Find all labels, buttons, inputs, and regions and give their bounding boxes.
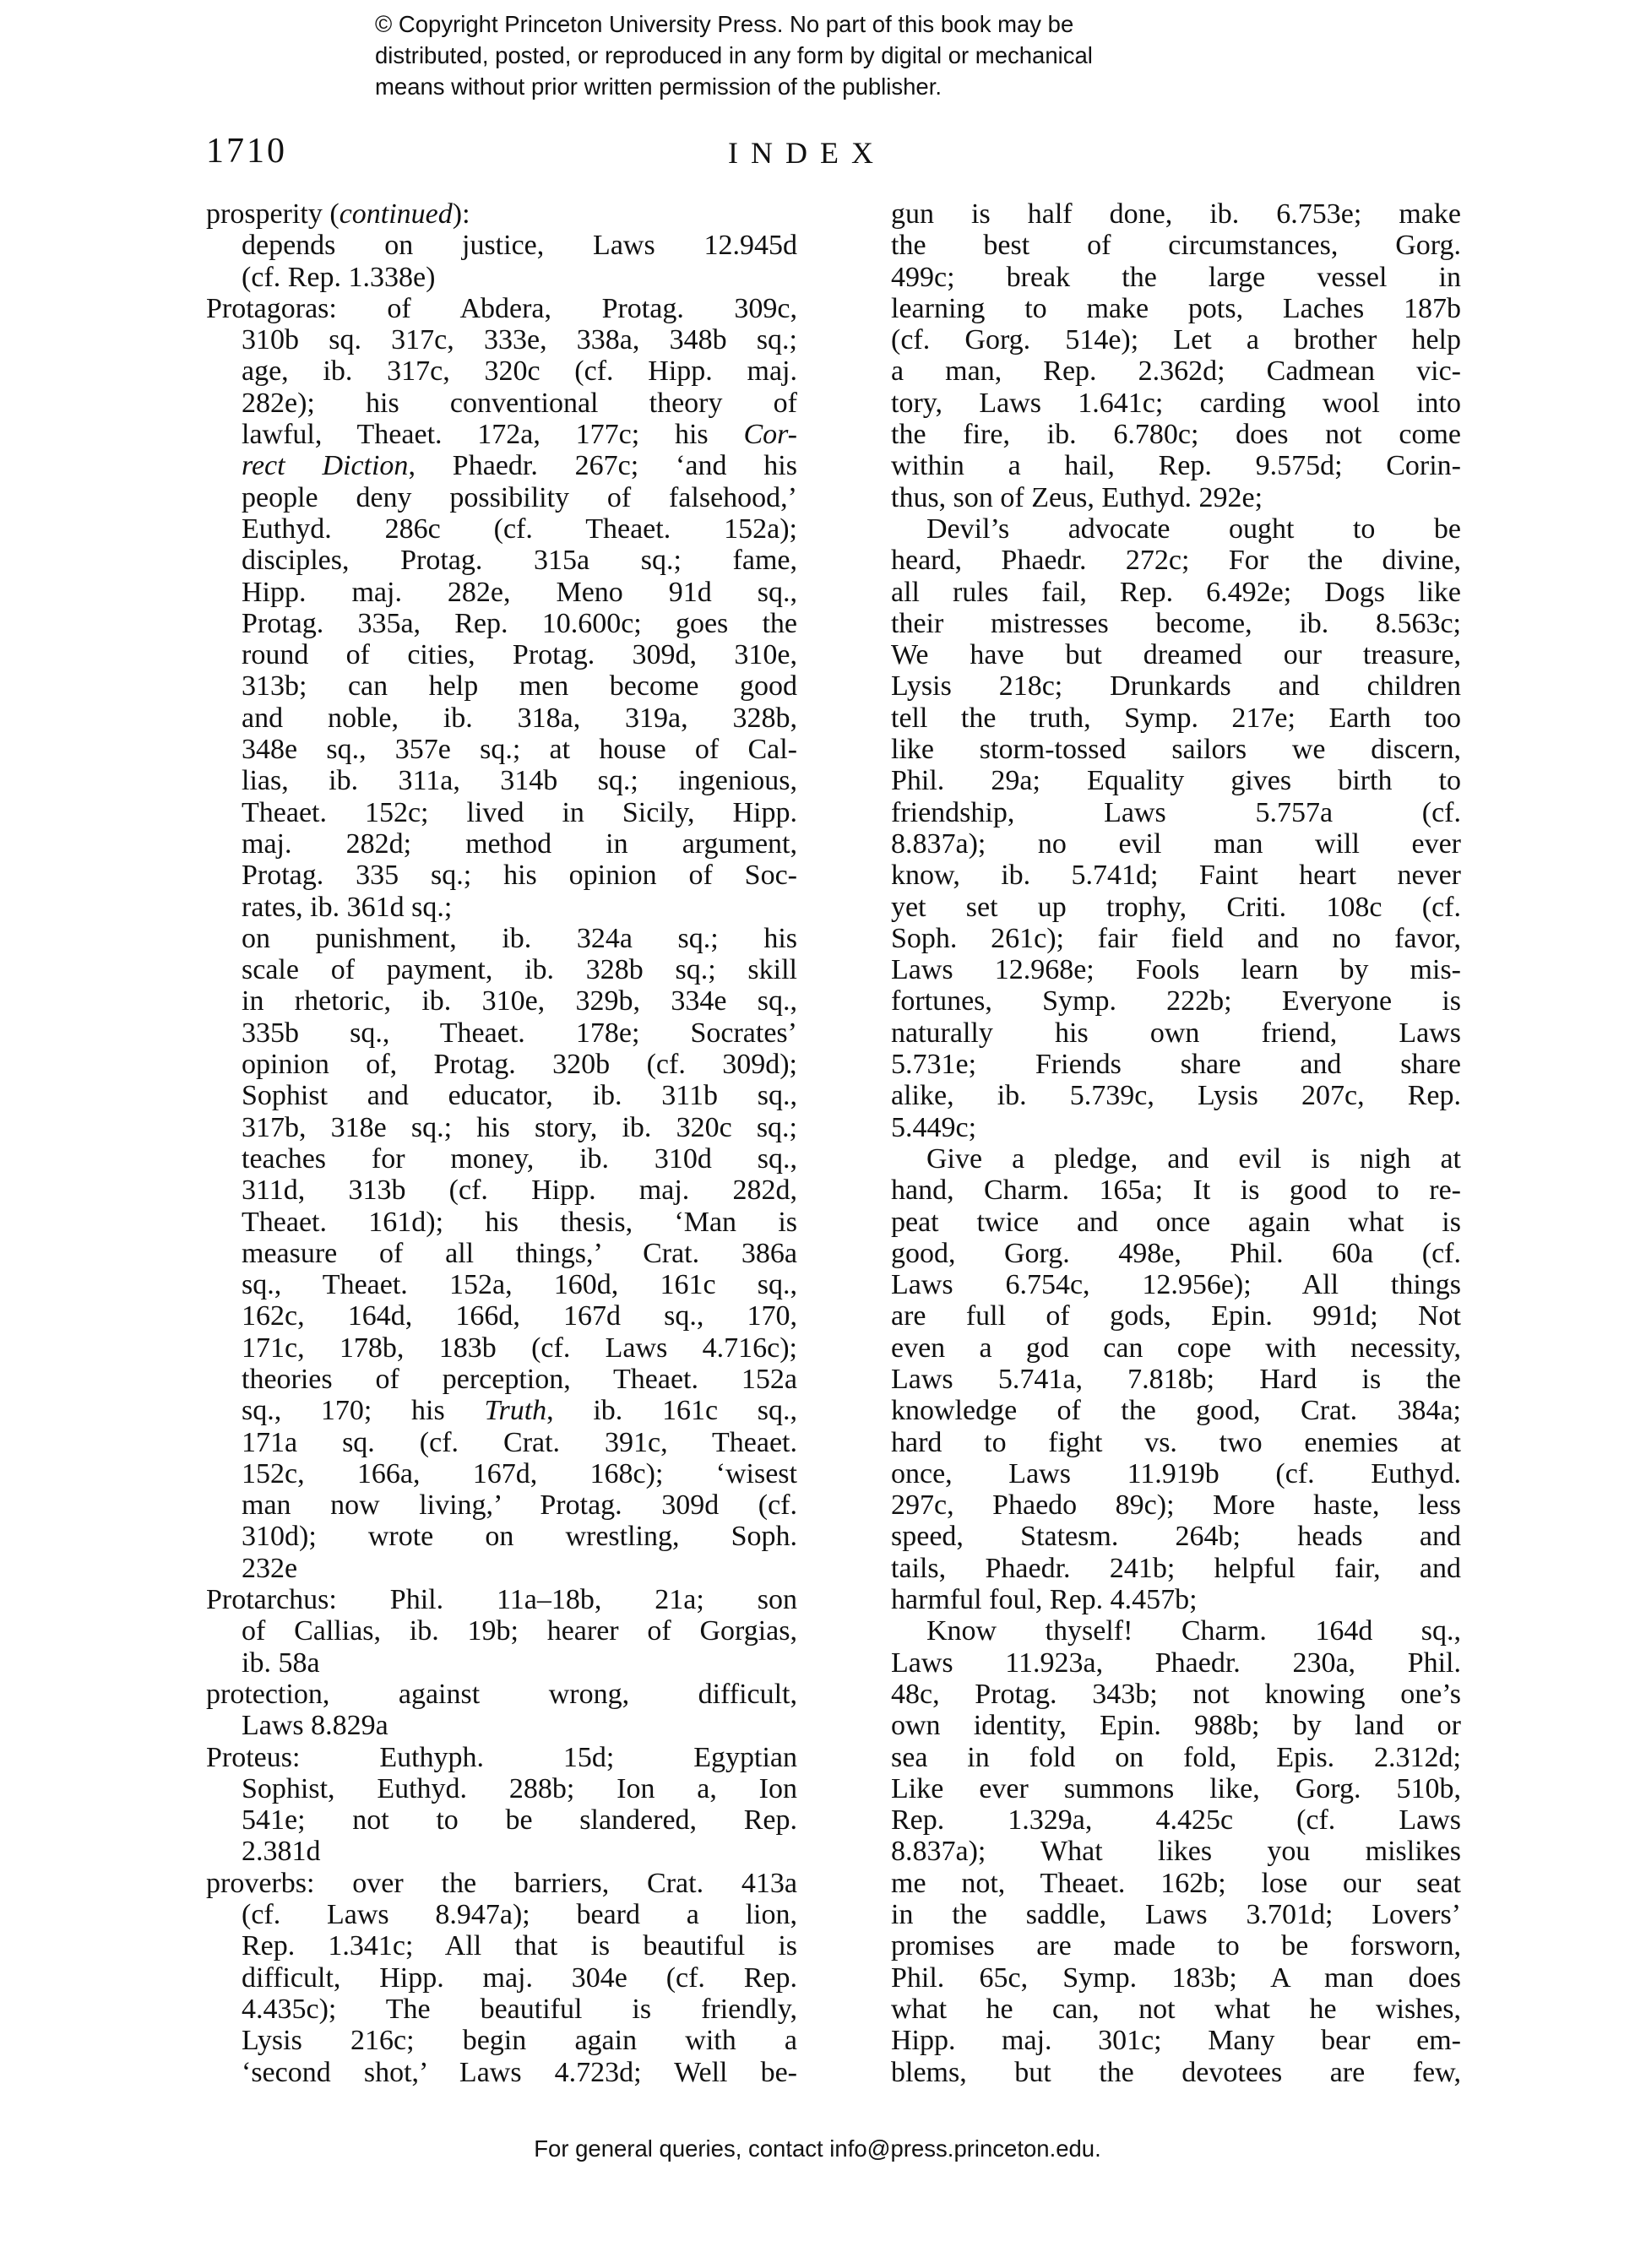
index-line: tails, Phaedr. 241b; helpful fair, and — [891, 1552, 1461, 1584]
index-line: people deny possibility of falsehood,’ — [242, 481, 797, 513]
index-line: like storm-tossed sailors we discern, — [891, 734, 1461, 766]
index-line: sea in fold on fold, Epis. 2.312d; — [891, 1741, 1461, 1773]
index-line: what he can, not what he wishes, — [891, 1993, 1461, 2025]
index-line: (cf. Rep. 1.338e) — [242, 261, 436, 293]
index-column-right — [891, 198, 1461, 2088]
index-line: peat twice and once again what is — [891, 1206, 1461, 1238]
index-line: lias, ib. 311a, 314b sq.; ingenious, — [242, 765, 797, 797]
index-line: (cf. Gorg. 514e); Let a brother help — [891, 324, 1461, 356]
index-line: maj. 282d; method in argument, — [242, 827, 797, 860]
index-line: (cf. Laws 8.947a); beard a lion, — [242, 1899, 797, 1931]
index-line: Protagoras: of Abdera, Protag. 309c, — [206, 292, 797, 324]
index-line: a man, Rep. 2.362d; Cadmean vic- — [891, 355, 1461, 388]
index-line: blems, but the devotees are few, — [891, 2056, 1461, 2088]
index-line: rates, ib. 361d sq.; — [242, 891, 453, 923]
index-line: theories of perception, Theaet. 152a — [242, 1363, 797, 1395]
index-line: ‘second shot,’ Laws 4.723d; Well be- — [242, 2056, 797, 2088]
index-line: Rep. 1.341c; All that is beautiful is — [242, 1930, 797, 1962]
index-line: 5.449c; — [891, 1111, 977, 1143]
index-line: knowledge of the good, Crat. 384a; — [891, 1395, 1461, 1427]
index-line: know, ib. 5.741d; Faint heart never — [891, 860, 1461, 892]
index-line: 541e; not to be slandered, Rep. — [242, 1804, 797, 1837]
index-line: yet set up trophy, Criti. 108c (cf. — [891, 891, 1461, 923]
index-line: Laws 12.968e; Fools learn by mis- — [891, 954, 1461, 986]
index-line: teaches for money, ib. 310d sq., — [242, 1142, 797, 1175]
index-line: opinion of, Protag. 320b (cf. 309d); — [242, 1049, 797, 1081]
index-line: and noble, ib. 318a, 319a, 328b, — [242, 702, 797, 734]
index-line: sq., 170; his Truth, ib. 161c sq., — [242, 1395, 797, 1427]
page-number: 1710 — [206, 132, 287, 171]
index-line: 5.731e; Friends share and share — [891, 1049, 1461, 1081]
index-line: Hipp. maj. 301c; Many bear em- — [891, 2025, 1461, 2057]
index-line: rect Diction, Phaedr. 267c; ‘and his — [242, 450, 797, 482]
index-line: round of cities, Protag. 309d, 310e, — [242, 639, 797, 671]
index-column-left — [206, 198, 797, 2088]
index-line: age, ib. 317c, 320c (cf. Hipp. maj. — [242, 355, 797, 388]
index-line: speed, Statesm. 264b; heads and — [891, 1521, 1461, 1553]
index-line: 348e sq., 357e sq.; at house of Cal- — [242, 734, 797, 766]
copyright-line: means without prior written permission of the publisher. — [375, 73, 942, 100]
index-line: of Callias, ib. 19b; hearer of Gorgias, — [242, 1615, 797, 1647]
index-line: within a hail, Rep. 9.575d; Corin- — [891, 450, 1461, 482]
index-line: harmful foul, Rep. 4.457b; — [891, 1584, 1198, 1616]
index-line: on punishment, ib. 324a sq.; his — [242, 922, 797, 954]
index-line: good, Gorg. 498e, Phil. 60a (cf. — [891, 1237, 1461, 1269]
index-line: Like ever summons like, Gorg. 510b, — [891, 1772, 1461, 1804]
index-line: 2.381d — [242, 1836, 321, 1868]
index-line: Know thyself! Charm. 164d sq., — [926, 1615, 1461, 1647]
index-line: learning to make pots, Laches 187b — [891, 292, 1461, 324]
index-line: 8.837a); What likes you mislikes — [891, 1836, 1461, 1868]
index-line: sq., Theaet. 152a, 160d, 161c sq., — [242, 1269, 797, 1301]
index-line: are full of gods, Epin. 991d; Not — [891, 1300, 1461, 1332]
index-line: 335b sq., Theaet. 178e; Socrates’ — [242, 1017, 797, 1049]
index-line: Sophist, Euthyd. 288b; Ion a, Ion — [242, 1772, 797, 1804]
index-line: fortunes, Symp. 222b; Everyone is — [891, 985, 1461, 1017]
index-line: once, Laws 11.919b (cf. Euthyd. — [891, 1457, 1461, 1489]
index-line: Laws 6.754c, 12.956e); All things — [891, 1269, 1461, 1301]
index-line: Sophist and educator, ib. 311b sq., — [242, 1080, 797, 1112]
index-line: gun is half done, ib. 6.753e; make — [891, 198, 1461, 230]
index-line: heard, Phaedr. 272c; For the divine, — [891, 545, 1461, 577]
index-line: 310b sq. 317c, 333e, 338a, 348b sq.; — [242, 324, 797, 356]
index-line: tell the truth, Symp. 217e; Earth too — [891, 702, 1461, 734]
index-line: Laws 11.923a, Phaedr. 230a, Phil. — [891, 1647, 1461, 1679]
index-line: Phil. 29a; Equality gives birth to — [891, 765, 1461, 797]
index-line: thus, son of Zeus, Euthyd. 292e; — [891, 481, 1263, 513]
index-line: 232e — [242, 1552, 298, 1584]
index-line: hand, Charm. 165a; It is good to re- — [891, 1175, 1461, 1207]
index-line: Lysis 218c; Drunkards and children — [891, 670, 1461, 703]
index-line: disciples, Protag. 315a sq.; fame, — [242, 545, 797, 577]
running-head: INDEX — [728, 136, 886, 170]
index-line: scale of payment, ib. 328b sq.; skill — [242, 954, 797, 986]
index-line: Protarchus: Phil. 11a–18b, 21a; son — [206, 1584, 797, 1616]
index-line: depends on justice, Laws 12.945d — [242, 230, 797, 262]
index-line: own identity, Epin. 988b; by land or — [891, 1710, 1461, 1742]
index-line: 499c; break the large vessel in — [891, 261, 1461, 293]
copyright-line: distributed, posted, or reproduced in any form by digital or mechanical — [375, 42, 1093, 68]
copyright-notice — [375, 8, 1219, 102]
footer-contact: For general queries, contact info@press.princeton.edu. — [534, 2135, 1101, 2162]
index-line: 152c, 166a, 167d, 168c); ‘wisest — [242, 1457, 797, 1489]
index-line: 317b, 318e sq.; his story, ib. 320c sq.; — [242, 1111, 797, 1143]
index-line: 48c, Protag. 343b; not knowing one’s — [891, 1678, 1461, 1710]
index-line: Theaet. 161d); his thesis, ‘Man is — [242, 1206, 797, 1238]
index-line: Devil’s advocate ought to be — [926, 513, 1461, 545]
index-line: ib. 58a — [242, 1647, 320, 1679]
index-line: prosperity (continued): — [206, 198, 470, 230]
index-line: Proteus: Euthyph. 15d; Egyptian — [206, 1741, 797, 1773]
index-line: promises are made to be forsworn, — [891, 1930, 1461, 1962]
index-line: protection, against wrong, difficult, — [206, 1678, 797, 1710]
index-line: 8.837a); no evil man will ever — [891, 827, 1461, 860]
index-line: 4.435c); The beautiful is friendly, — [242, 1993, 797, 2025]
index-line: Give a pledge, and evil is nigh at — [926, 1142, 1461, 1175]
index-line: in the saddle, Laws 3.701d; Lovers’ — [891, 1899, 1461, 1931]
index-line: Theaet. 152c; lived in Sicily, Hipp. — [242, 796, 797, 828]
index-line: 162c, 164d, 166d, 167d sq., 170, — [242, 1300, 797, 1332]
index-line: the fire, ib. 6.780c; does not come — [891, 419, 1461, 451]
index-line: all rules fail, Rep. 6.492e; Dogs like — [891, 576, 1461, 608]
index-line: measure of all things,’ Crat. 386a — [242, 1237, 797, 1269]
index-line: the best of circumstances, Gorg. — [891, 230, 1461, 262]
index-line: Laws 8.829a — [242, 1710, 388, 1742]
index-line: me not, Theaet. 162b; lose our seat — [891, 1867, 1461, 1899]
index-line: difficult, Hipp. maj. 304e (cf. Rep. — [242, 1961, 797, 1994]
index-line: Laws 5.741a, 7.818b; Hard is the — [891, 1363, 1461, 1395]
index-line: Phil. 65c, Symp. 183b; A man does — [891, 1961, 1461, 1994]
index-line: We have but dreamed our treasure, — [891, 639, 1461, 671]
index-line: 313b; can help men become good — [242, 670, 797, 703]
index-line: proverbs: over the barriers, Crat. 413a — [206, 1867, 797, 1899]
index-line: Hipp. maj. 282e, Meno 91d sq., — [242, 576, 797, 608]
index-line: hard to fight vs. two enemies at — [891, 1426, 1461, 1458]
index-line: 311d, 313b (cf. Hipp. maj. 282d, — [242, 1175, 797, 1207]
index-line: friendship, Laws 5.757a (cf. — [891, 796, 1461, 828]
copyright-line: © Copyright Princeton University Press. No part of this book may be — [375, 11, 1074, 37]
index-line: tory, Laws 1.641c; carding wool into — [891, 387, 1461, 419]
index-line: Lysis 216c; begin again with a — [242, 2025, 797, 2057]
index-line: 171c, 178b, 183b (cf. Laws 4.716c); — [242, 1332, 797, 1364]
index-line: 171a sq. (cf. Crat. 391c, Theaet. — [242, 1426, 797, 1458]
index-line: Euthyd. 286c (cf. Theaet. 152a); — [242, 513, 797, 545]
index-line: in rhetoric, ib. 310e, 329b, 334e sq., — [242, 985, 797, 1017]
index-line: man now living,’ Protag. 309d (cf. — [242, 1489, 797, 1522]
index-line: 310d); wrote on wrestling, Soph. — [242, 1521, 797, 1553]
index-line: Rep. 1.329a, 4.425c (cf. Laws — [891, 1804, 1461, 1837]
index-line: lawful, Theaet. 172a, 177c; his Cor- — [242, 419, 797, 451]
index-line: Protag. 335a, Rep. 10.600c; goes the — [242, 607, 797, 639]
index-line: 282e); his conventional theory of — [242, 387, 797, 419]
index-line: Protag. 335 sq.; his opinion of Soc- — [242, 860, 797, 892]
index-line: alike, ib. 5.739c, Lysis 207c, Rep. — [891, 1080, 1461, 1112]
index-line: Soph. 261c); fair field and no favor, — [891, 922, 1461, 954]
index-line: their mistresses become, ib. 8.563c; — [891, 607, 1461, 639]
index-line: 297c, Phaedo 89c); More haste, less — [891, 1489, 1461, 1522]
index-line: even a god can cope with necessity, — [891, 1332, 1461, 1364]
index-line: naturally his own friend, Laws — [891, 1017, 1461, 1049]
